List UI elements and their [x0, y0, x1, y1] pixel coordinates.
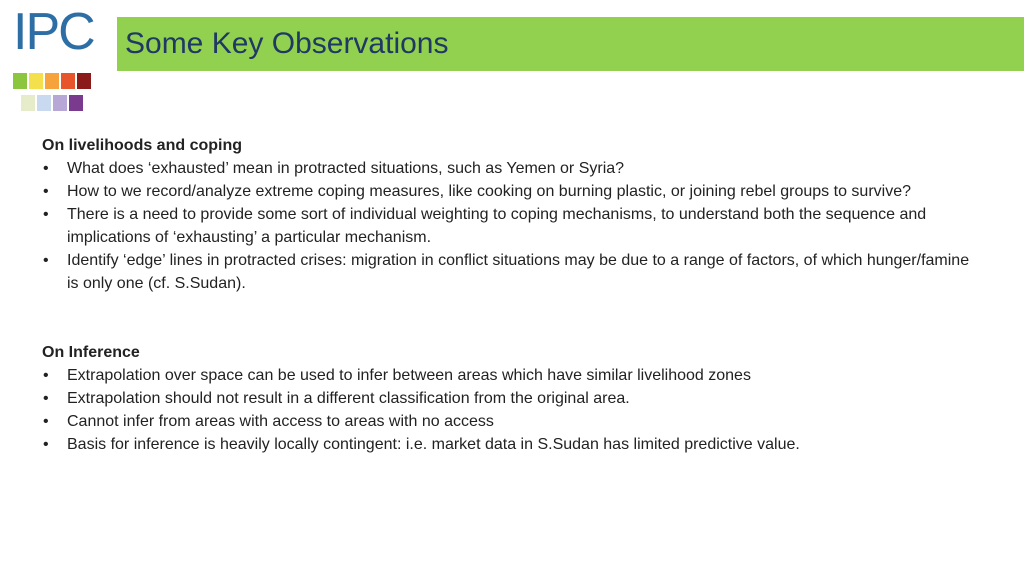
bullet-list	[42, 157, 982, 295]
logo-square-purple	[69, 95, 83, 111]
bullet-dot: •	[43, 206, 49, 223]
slide-content	[42, 134, 982, 456]
bullet-item	[42, 387, 982, 410]
bullet-dot: •	[43, 413, 49, 430]
bullet-item	[42, 203, 982, 249]
bullet-dot: •	[43, 183, 49, 200]
bullet-dot: •	[43, 367, 49, 384]
bullet-item	[42, 157, 982, 180]
bullet-item	[42, 249, 982, 295]
bullet-text: Extrapolation over space can be used to infer between areas which have similar livelihood zones	[67, 367, 751, 384]
bullet-item	[42, 433, 982, 456]
bullet-text: Extrapolation should not result in a different classification from the original area.	[67, 390, 630, 407]
section-inference	[42, 341, 982, 456]
logo-square-darkred	[77, 73, 91, 89]
logo-square-orange	[45, 73, 59, 89]
section-livelihoods	[42, 134, 982, 295]
bullet-text: How to we record/analyze extreme coping measures, like cooking on burning plastic, or joining rebel groups to survive?	[67, 183, 911, 200]
bullet-text: Basis for inference is heavily locally contingent: i.e. market data in S.Sudan has limited predictive value.	[67, 436, 800, 453]
bullet-dot: •	[43, 390, 49, 407]
logo-square-green	[13, 73, 27, 89]
section-heading: On Inference	[42, 344, 140, 361]
logo-square-red	[61, 73, 75, 89]
bullet-text: Cannot infer from areas with access to areas with no access	[67, 413, 494, 430]
logo-square-yellow	[29, 73, 43, 89]
page-title: Some Key Observations	[125, 27, 449, 60]
bullet-item	[42, 410, 982, 433]
title-bar	[117, 17, 1024, 71]
bullet-text: What does ‘exhausted’ mean in protracted situations, such as Yemen or Syria?	[67, 160, 625, 177]
bullet-item	[42, 364, 982, 387]
bullet-list	[42, 364, 982, 456]
bullet-dot: •	[43, 252, 49, 269]
bullet-text: There is a need to provide some sort of individual weighting to coping mechanisms, to understand both the sequence and implications of ‘exhausting’ a particular mechanism.	[67, 206, 927, 246]
bullet-text: Identify ‘edge’ lines in protracted crises: migration in conflict situations may be due to a range of factors, of which hunger/famine is only one (cf. S.Sudan).	[67, 252, 970, 292]
bullet-item	[42, 180, 982, 203]
logo-text: IPC	[13, 3, 94, 61]
logo-square-lavender	[53, 95, 67, 111]
bullet-dot: •	[43, 160, 49, 177]
section-heading: On livelihoods and coping	[42, 137, 243, 154]
bullet-dot: •	[43, 436, 49, 453]
logo-square-pale-green	[21, 95, 35, 111]
logo-square-pale-blue	[37, 95, 51, 111]
ipc-logo	[10, 3, 100, 115]
